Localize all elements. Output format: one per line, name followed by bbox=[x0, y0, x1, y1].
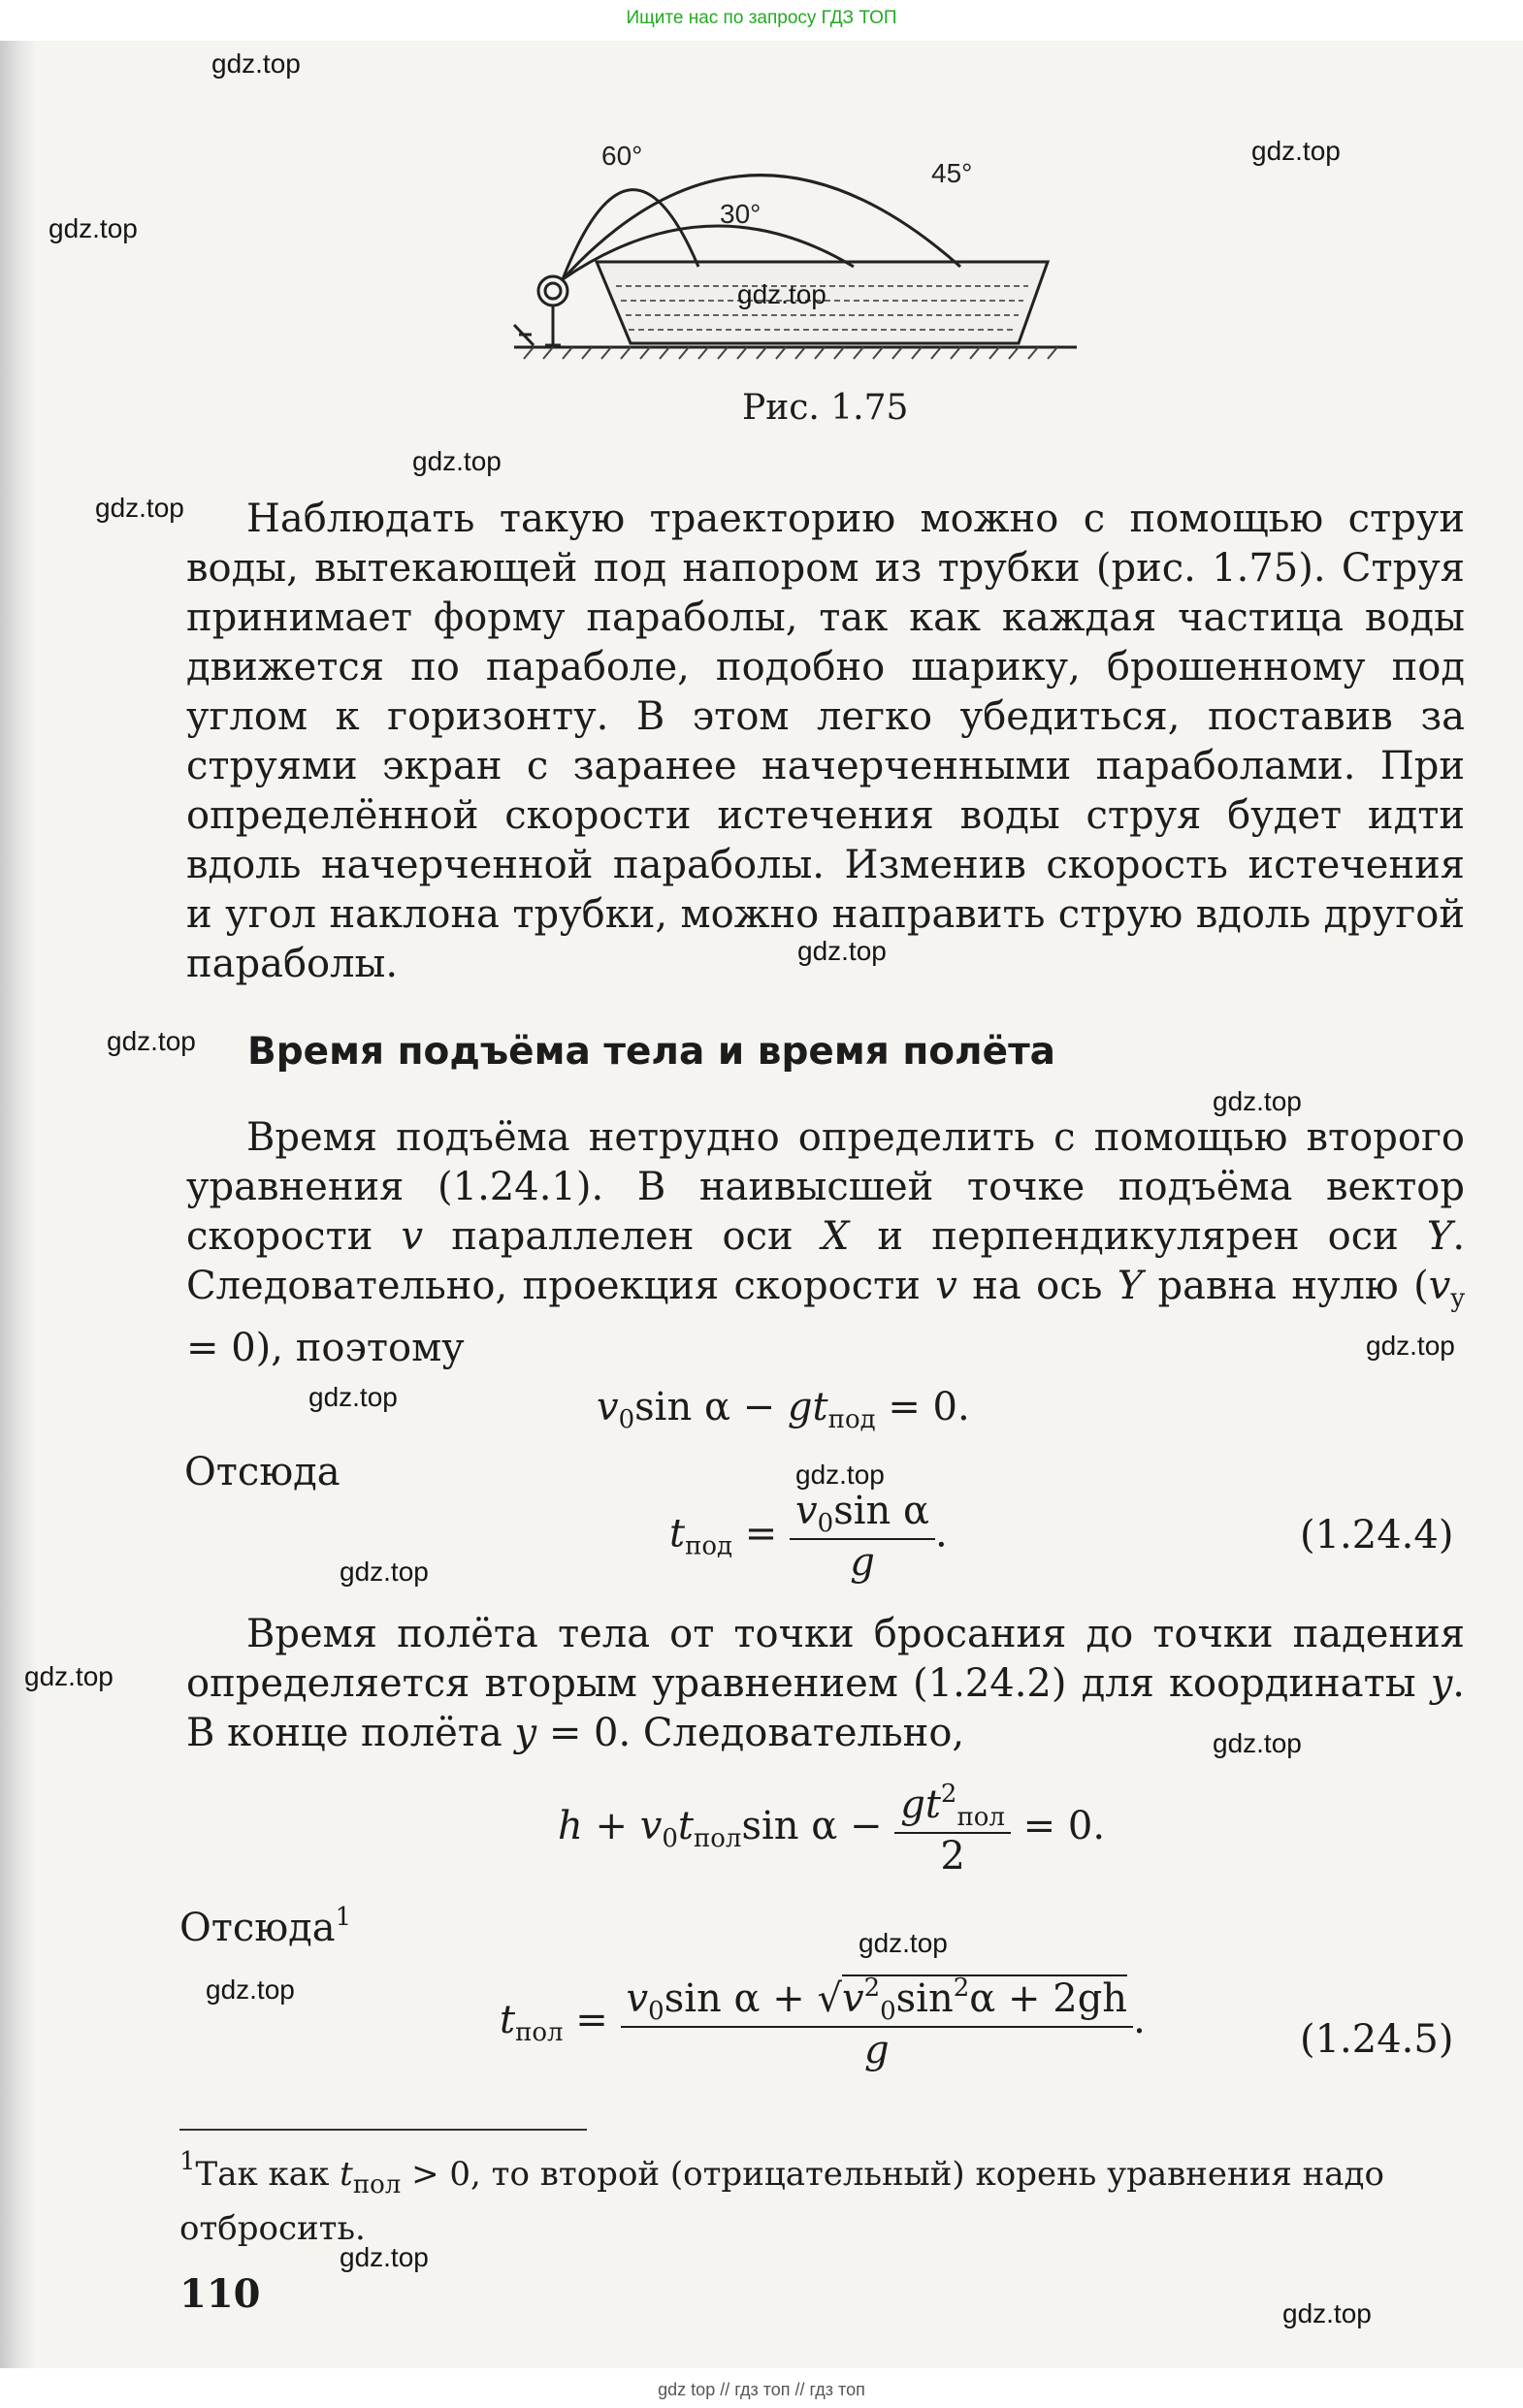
fraction-rise-time: $\frac{v_0\sin \alpha}{g}$ bbox=[790, 1489, 935, 1585]
equation-rise: $v_0\sin$ $\alpha - gt_{под} = 0$. bbox=[597, 1385, 970, 1434]
footnote: $^1$Так как $t_{пол} > 0$, то второй (отрицательный) корень уравнения надо отбросить. bbox=[179, 2147, 1384, 2248]
watermark: gdz.top bbox=[340, 1557, 429, 1587]
equation-number-1-24-5: (1.24.5) bbox=[1300, 2017, 1454, 2062]
watermark: gdz.top bbox=[795, 1460, 885, 1490]
equation-flight: $h + v_0t_{пол}\sin$ α − $\frac{gt^2_{пол}}{2}$ = 0. bbox=[558, 1780, 1106, 1878]
angle-60-label: 60° bbox=[601, 141, 643, 171]
book-spine bbox=[0, 41, 37, 2368]
fraction-flight-time: $\frac{v_0\sin \alpha + √v^2_0\sin^2\alpha + 2gh}{g}$ bbox=[621, 1974, 1134, 2072]
top-banner[interactable]: Ищите нас по запросу ГДЗ ТОП bbox=[626, 8, 897, 28]
velocity-vector: v bbox=[401, 1214, 424, 1259]
watermark: gdz.top bbox=[24, 1661, 113, 1691]
ground-hatching bbox=[524, 347, 1057, 359]
watermark: gdz.top bbox=[1251, 136, 1341, 166]
paragraph-3-text: Время полёта тела от точки бросания до точки падения определяется вторым уравнением (1.24.2) для координаты y. В конце полёта y = 0. Следовательно, bbox=[186, 1612, 1466, 1755]
tube bbox=[514, 276, 567, 345]
watermark: gdz.top bbox=[737, 279, 826, 309]
otsyuda-label-1: Отсюда bbox=[184, 1450, 340, 1494]
watermark: gdz.top bbox=[859, 1928, 948, 1958]
page-number: 110 bbox=[179, 2271, 261, 2317]
watermark: gdz.top bbox=[1213, 1728, 1302, 1758]
paragraph-rise-time bbox=[186, 1113, 1465, 1373]
angle-30-label: 30° bbox=[720, 199, 762, 229]
paragraph-1-text: Наблюдать такую траекторию можно с помощью струи воды, вытекающей под напором из трубки (рис. 1.75). Струя принимает форму параболы, так как каждая частица воды движется по параболе, подобно шарику, брошенному под углом к горизонту. В этом легко убедиться, поставив за струями экран с заранее начерченными параболами. При определённой скорости истечения воды струя будет идти вдоль начерченной параболы. Изменив скорость истечения и угол наклона трубки, можно направить струю вдоль другой параболы. bbox=[186, 497, 1465, 986]
section-heading: Время подъёма тела и время полёта bbox=[247, 1030, 1055, 1074]
paragraph-2-text: Время подъёма нетрудно определить с помощью второго уравнения (1.24.1). В наивысшей точке подъёма вектор скорости v параллелен оси X и перпендикулярен оси Y. Следовательно, проекция скорости v на ось Y равна нулю $(v_y = 0)$, поэтому bbox=[186, 1115, 1466, 1370]
watermark: gdz.top bbox=[1282, 2298, 1372, 2328]
figure-caption: Рис. 1.75 bbox=[742, 388, 909, 428]
watermark: gdz.top bbox=[412, 446, 502, 476]
angle-45-label: 45° bbox=[931, 158, 973, 188]
watermark: gdz.top bbox=[1366, 1331, 1455, 1361]
watermark: gdz.top bbox=[211, 48, 301, 79]
watermark: gdz.top bbox=[107, 1026, 196, 1056]
watermark: gdz.top bbox=[95, 493, 184, 523]
equation-rise-time: $t_{под}$ = $\frac{v_0\sin \alpha}{g}$ . bbox=[669, 1489, 948, 1585]
fraction-gt2: $\frac{gt^2_{пол}}{2}$ bbox=[894, 1780, 1011, 1878]
watermark: gdz.top bbox=[49, 213, 138, 243]
watermark: gdz.top bbox=[797, 936, 887, 966]
footnote-divider bbox=[179, 2129, 587, 2131]
figure-1-75 bbox=[504, 136, 1086, 369]
bottom-bar[interactable]: gdz top // гдз топ // гдз топ bbox=[0, 2372, 1523, 2408]
footnote-reference[interactable]: 1 bbox=[335, 1903, 352, 1932]
watermark: gdz.top bbox=[340, 2242, 429, 2272]
otsyuda-label-2: Отсюда$^1$ bbox=[179, 1903, 352, 1950]
equation-number-1-24-4: (1.24.4) bbox=[1300, 1513, 1454, 1557]
watermark: gdz.top bbox=[206, 1975, 295, 2005]
watermark: gdz.top bbox=[308, 1382, 398, 1412]
watermark: gdz.top bbox=[1213, 1086, 1302, 1116]
equation-flight-time: $t_{пол}$ = $\frac{v_0\sin \alpha + √v^2_0\sin^2\alpha + 2gh}{g}$ . bbox=[500, 1974, 1146, 2072]
paragraph-trajectory bbox=[186, 495, 1465, 989]
